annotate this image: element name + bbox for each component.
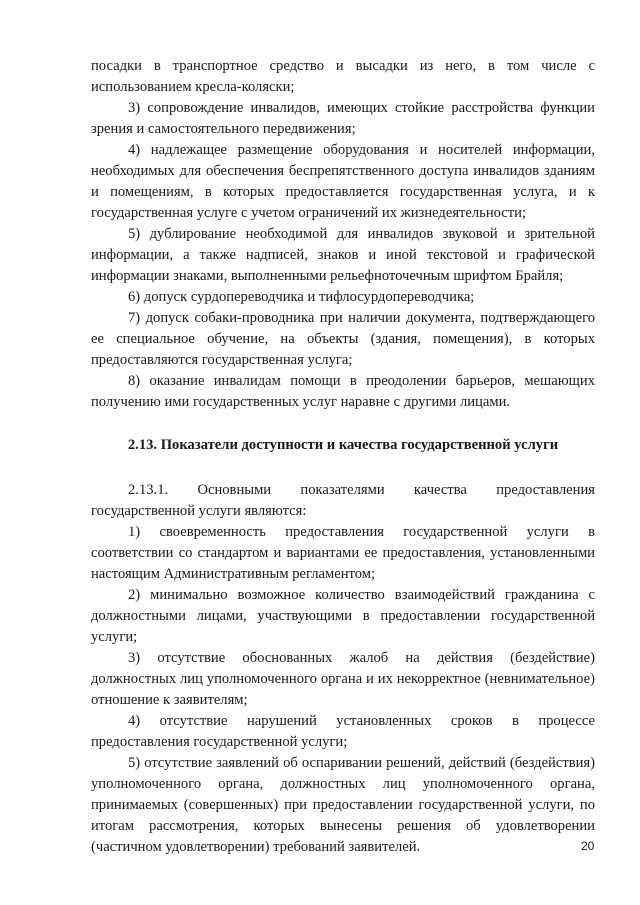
quality-item-4: 4) отсутствие нарушений установленных сроков в процессе предоставления государственной услуги; [91,713,595,750]
list-item-3: 3) сопровождение инвалидов, имеющих стойкие расстройства функции зрения и самостоятельного передвижения; [91,100,595,137]
list-item-5: 5) дублирование необходимой для инвалидов звуковой и зрительной информации, а также надписей, знаков и иной текстовой и графической информации знаками, выполненными рельефноточечным шрифтом Брайля; [91,226,595,284]
document-page [91,56,595,858]
list-item-6: 6) допуск сурдопереводчика и тифлосурдопереводчика; [128,289,475,305]
quality-item-2: 2) минимально возможное количество взаимодействий гражданина с должностными лицами, участвующими в предоставлении государственной услуги; [91,587,595,645]
list-item-8: 8) оказание инвалидам помощи в преодолении барьеров, мешающих получению ими государственных услуг наравне с другими лицами. [91,373,595,410]
paragraph-2-13-1: 2.13.1. Основными показателями качества предоставления государственной услуги являются: [91,482,595,519]
quality-item-3: 3) отсутствие обоснованных жалоб на действия (бездействие) должностных лиц уполномоченного органа и их некорректное (невнимательное) отношение к заявителям; [91,650,595,708]
paragraph-continuation: посадки в транспортное средство и высадки из него, в том числе с использованием кресла-коляски; [91,58,595,95]
list-item-7: 7) допуск собаки-проводника при наличии документа, подтверждающего ее специальное обучение, на объекты (здания, помещения), в которых предоставляются государственная услуга; [91,310,595,368]
section-heading: 2.13. Показатели доступности и качества государственной услуги [127,437,559,453]
list-item-4: 4) надлежащее размещение оборудования и носителей информации, необходимых для обеспечения беспрепятственного доступа инвалидов зданиям и помещениям, в которых предоставляется государственная услуга, и к государственная услуге с учетом ограничений их жизнедеятельности; [91,142,595,221]
quality-item-5: 5) отсутствие заявлений об оспаривании решений, действий (бездействия) уполномоченного органа, должностных лиц уполномоченного органа, принимаемых (совершенных) при предоставлении государственной услуги, по итогам рассмотрения, которых вынесены решения об удовлетворении (частичном удовлетворении) требований заявителей. [91,755,595,855]
page-number: 20 [581,839,595,853]
quality-item-1: 1) своевременность предоставления государственной услуги в соответствии со стандартом и вариантами ее предоставления, установленными настоящим Административным регламентом; [91,524,595,582]
